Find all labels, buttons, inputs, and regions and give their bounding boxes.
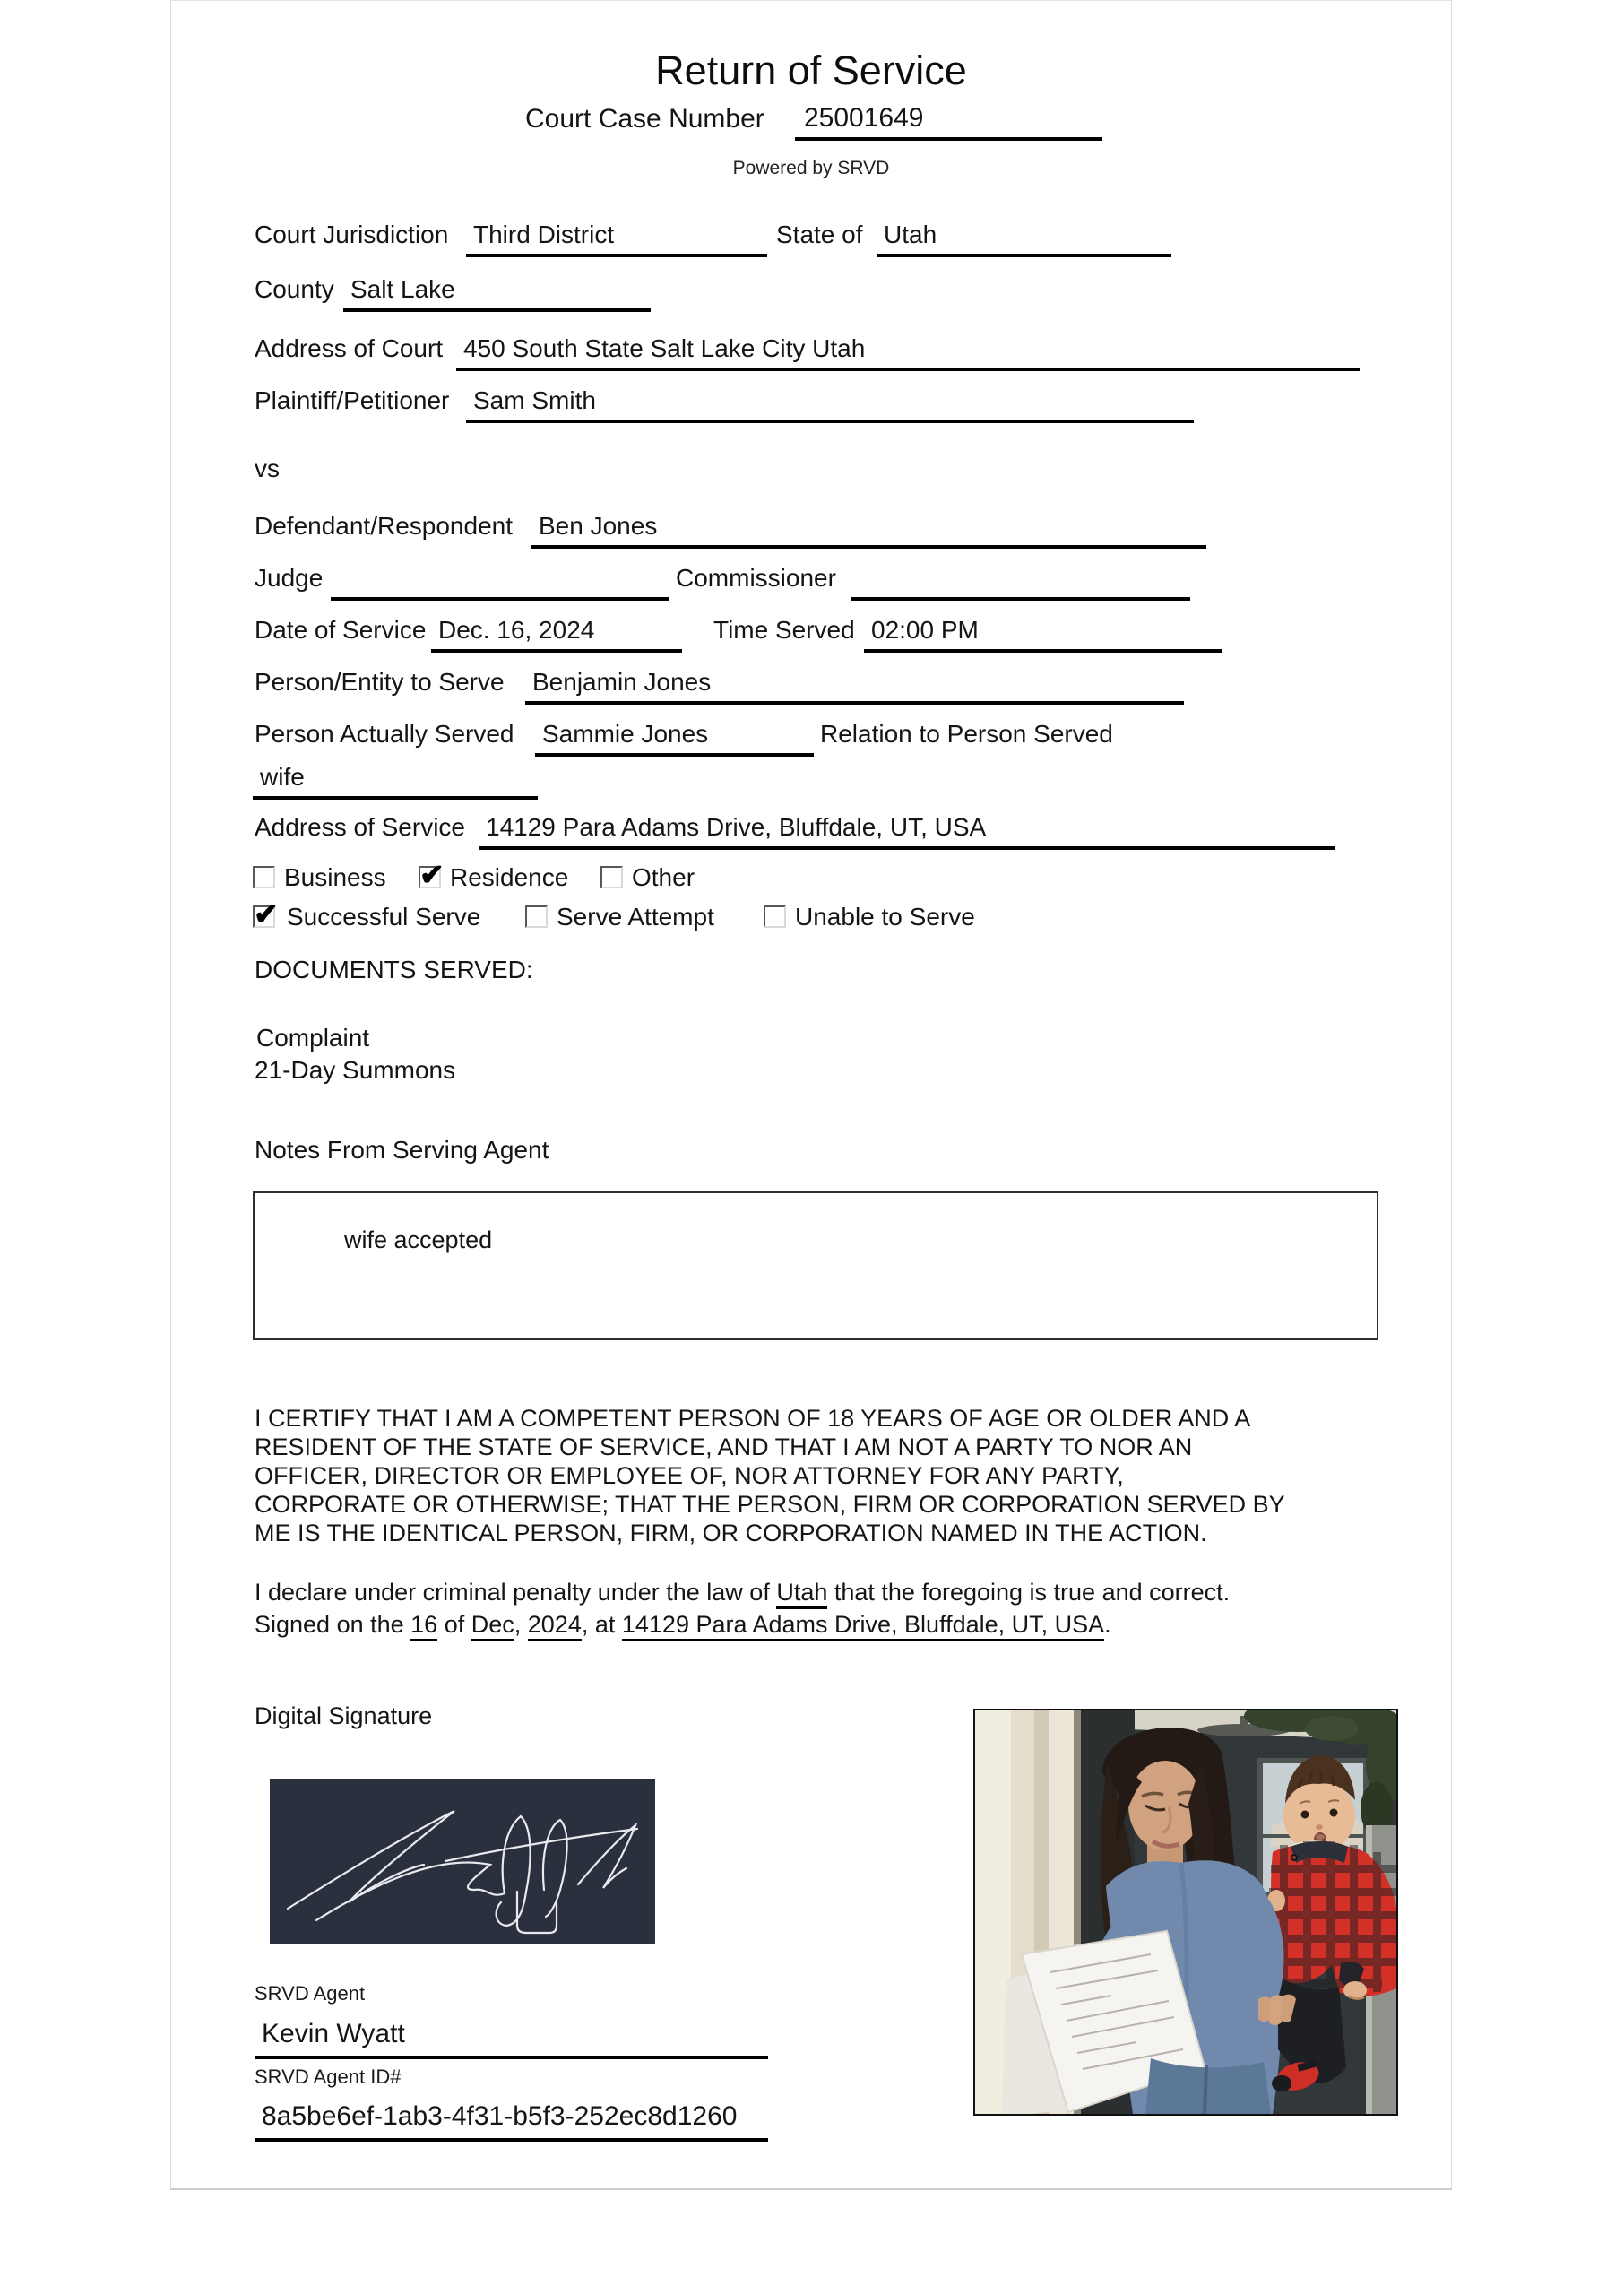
service-date-label: Date of Service (255, 616, 427, 644)
service-address-field (479, 810, 1335, 850)
judge-value (331, 564, 338, 592)
checkbox-other[interactable] (600, 866, 623, 888)
srvd-agent-name: Kevin Wyatt (262, 2019, 405, 2048)
declaration-text: I declare under criminal penalty under the law of (255, 1579, 777, 1606)
declaration-year-underlined: 2024 (528, 1611, 582, 1641)
case-number-field (795, 101, 1102, 141)
person-served-field (535, 717, 814, 757)
commissioner-value (851, 564, 859, 592)
row-defendant (171, 509, 1451, 550)
person-to-serve-label: Person/Entity to Serve (255, 668, 505, 696)
row-court-address (171, 332, 1451, 373)
declaration-state-underlined: Utah (776, 1579, 827, 1609)
row-notes-heading (171, 1133, 1451, 1174)
plaintiff-field (466, 384, 1194, 423)
county-field (343, 273, 651, 312)
row-county (171, 273, 1451, 314)
relation-label: Relation to Person Served (820, 720, 1113, 748)
row-relation-value (171, 760, 1451, 801)
jurisdiction-label: Court Jurisdiction (255, 221, 449, 248)
plaintiff-value: Sam Smith (473, 386, 596, 414)
checkbox-residence-label: Residence (450, 863, 569, 891)
row-vs (171, 452, 1451, 493)
declaration-month-underlined: Dec (471, 1611, 514, 1641)
signature-scrawl-image (270, 1779, 655, 1944)
time-served-label: Time Served (713, 616, 855, 644)
declaration-text: . (1104, 1611, 1111, 1638)
declaration-text: , at (581, 1611, 622, 1638)
jurisdiction-field (466, 218, 767, 257)
checkbox-residence[interactable] (419, 858, 445, 891)
declaration-paragraph (255, 1576, 1230, 1641)
notes-heading: Notes From Serving Agent (255, 1136, 549, 1164)
declaration-text: of (437, 1611, 471, 1638)
service-address-value: 14129 Para Adams Drive, Bluffdale, UT, USA (486, 813, 987, 841)
judge-label: Judge (255, 564, 324, 592)
state-of-label: State of (776, 221, 863, 248)
person-served-value: Sammie Jones (542, 720, 709, 748)
document-item-complaint: Complaint (256, 1024, 370, 1052)
state-field (877, 218, 1171, 257)
relation-value: wife (260, 763, 305, 791)
service-photo-image (975, 1710, 1396, 2114)
commissioner-label: Commissioner (676, 564, 836, 592)
checkbox-serve-attempt-label: Serve Attempt (557, 903, 714, 931)
row-date-time (171, 613, 1451, 654)
commissioner-field (851, 561, 1190, 601)
declaration-line-2 (255, 1608, 1230, 1641)
row-person-to-serve (171, 665, 1451, 706)
checkbox-serve-attempt[interactable] (525, 905, 548, 928)
checkbox-business-label: Business (284, 863, 386, 891)
srvd-agent-label: SRVD Agent (255, 1982, 366, 2005)
return-of-service-document (170, 0, 1452, 2190)
service-date-field (431, 613, 682, 653)
checkbox-other-label: Other (632, 863, 695, 891)
row-plaintiff (171, 384, 1451, 425)
state-value: Utah (884, 221, 937, 248)
row-service-address (171, 810, 1451, 852)
plaintiff-label: Plaintiff/Petitioner (255, 386, 450, 414)
judge-field (331, 561, 669, 601)
page-title: Return of Service (655, 48, 967, 93)
court-address-label: Address of Court (255, 334, 444, 362)
row-serve-status (171, 897, 1451, 941)
defendant-value: Ben Jones (539, 512, 658, 540)
declaration-day-underlined: 16 (410, 1611, 437, 1641)
notes-text: wife accepted (344, 1226, 493, 1253)
defendant-field (531, 509, 1206, 549)
certification-paragraph (255, 1404, 1285, 1547)
time-served-value: 02:00 PM (871, 616, 979, 644)
certification-line: RESIDENT OF THE STATE OF SERVICE, AND THAT I AM NOT A PARTY TO NOR AN (255, 1433, 1193, 1460)
declaration-text: Signed on the (255, 1611, 411, 1638)
row-person-served (171, 717, 1451, 758)
digital-signature-heading: Digital Signature (255, 1702, 433, 1729)
person-to-serve-value: Benjamin Jones (532, 668, 712, 696)
declaration-address-underlined: 14129 Para Adams Drive, Bluffdale, UT, USA (622, 1611, 1104, 1641)
checkbox-unable-to-serve-label: Unable to Serve (795, 903, 975, 931)
declaration-text: that the foregoing is true and correct. (827, 1579, 1231, 1606)
checkmark-icon: ✔ (254, 897, 279, 931)
powered-by-text: Powered by SRVD (732, 158, 890, 178)
checkbox-business[interactable] (253, 866, 275, 888)
signature-canvas (270, 1779, 655, 1944)
county-label: County (255, 275, 334, 303)
row-jurisdiction (171, 218, 1451, 259)
person-to-serve-field (525, 665, 1184, 705)
srvd-agent-id-label: SRVD Agent ID# (255, 2066, 402, 2088)
document-list-item (171, 1053, 1451, 1095)
service-date-value: Dec. 16, 2024 (438, 616, 595, 644)
defendant-label: Defendant/Respondent (255, 512, 513, 540)
time-served-field (864, 613, 1222, 653)
jurisdiction-value: Third District (473, 221, 615, 248)
row-location-type (171, 858, 1451, 902)
court-address-field (456, 332, 1360, 371)
county-value: Salt Lake (350, 275, 455, 303)
case-number-label: Court Case Number (525, 104, 764, 134)
certification-line: CORPORATE OR OTHERWISE; THAT THE PERSON, FIRM OR CORPORATION SERVED BY (255, 1491, 1285, 1518)
row-judge-commissioner (171, 561, 1451, 602)
vs-label: vs (255, 455, 280, 482)
certification-line: I CERTIFY THAT I AM A COMPETENT PERSON OF 18 YEARS OF AGE OR OLDER AND A (255, 1405, 1251, 1432)
srvd-agent-name-field (255, 2016, 768, 2059)
relation-field (253, 760, 538, 800)
srvd-agent-id-field (255, 2099, 768, 2142)
court-address-value: 450 South State Salt Lake City Utah (463, 334, 866, 362)
person-served-label: Person Actually Served (255, 720, 514, 748)
service-photo (973, 1709, 1398, 2116)
checkbox-unable-to-serve[interactable] (764, 905, 786, 928)
srvd-agent-id: 8a5be6ef-1ab3-4f31-b5f3-252ec8d1260 (262, 2101, 738, 2131)
checkbox-successful-serve-label: Successful Serve (287, 903, 481, 931)
service-address-label: Address of Service (255, 813, 465, 841)
row-documents-heading (171, 953, 1451, 994)
certification-line: OFFICER, DIRECTOR OR EMPLOYEE OF, NOR ATTORNEY FOR ANY PARTY, (255, 1462, 1124, 1489)
case-number-value: 25001649 (804, 103, 924, 133)
checkmark-icon: ✔ (419, 858, 445, 891)
document-item-summons: 21-Day Summons (255, 1056, 456, 1084)
declaration-line-1 (255, 1576, 1230, 1608)
documents-served-heading: DOCUMENTS SERVED: (255, 956, 533, 983)
certification-line: ME IS THE IDENTICAL PERSON, FIRM, OR CORPORATION NAMED IN THE ACTION. (255, 1520, 1207, 1546)
declaration-text: , (514, 1611, 528, 1638)
checkbox-successful-serve[interactable] (253, 897, 279, 931)
notes-box (253, 1191, 1378, 1340)
